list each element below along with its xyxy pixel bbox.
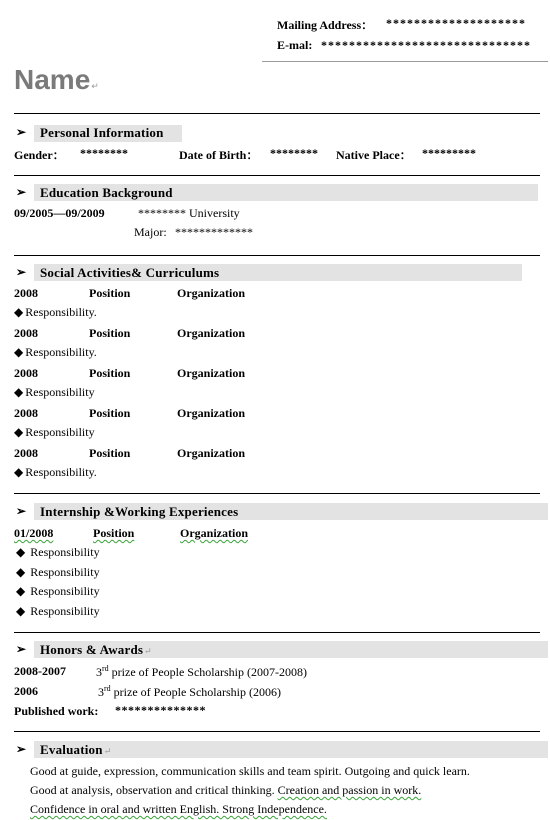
diamond-bullet-icon: ◆ bbox=[14, 305, 24, 319]
activity-responsibility: ◆ Responsibility bbox=[14, 425, 95, 439]
activity-responsibility: ◆ Responsibility. bbox=[14, 345, 97, 359]
section-title-evaluation: Evaluation↵ bbox=[40, 742, 112, 757]
arrow-icon: ➢ bbox=[16, 185, 27, 199]
diamond-bullet-icon: ◆ bbox=[16, 604, 26, 618]
activity-position: Position bbox=[89, 446, 131, 460]
internship-position: Position bbox=[93, 526, 135, 540]
honor-year: 2006 bbox=[14, 684, 38, 698]
internship-responsibility: ◆ Responsibility bbox=[16, 545, 100, 559]
evaluation-line: Good at analysis, observation and critical thinking. Creation and passion in work. bbox=[30, 783, 422, 797]
divider bbox=[14, 731, 540, 732]
evaluation-line: Good at guide, expression, communication skills and team spirit. Outgoing and quick learn. bbox=[30, 764, 470, 778]
gender-value: ******** bbox=[80, 146, 128, 160]
activity-organization: Organization bbox=[177, 286, 245, 300]
honor-year: 2008-2007 bbox=[14, 664, 66, 678]
activity-organization: Organization bbox=[177, 446, 245, 460]
divider bbox=[14, 113, 540, 114]
activity-year: 2008 bbox=[14, 446, 38, 460]
native-place-value: ********* bbox=[422, 146, 476, 160]
section-title-education: Education Background bbox=[40, 185, 173, 200]
education-period: 09/2005—09/2009 bbox=[14, 206, 105, 220]
activity-year: 2008 bbox=[14, 326, 38, 340]
mailing-address-value: ******************** bbox=[386, 16, 526, 30]
published-work-label: Published work: bbox=[14, 704, 99, 718]
gender-label: Gender： bbox=[14, 148, 65, 162]
internship-responsibility: ◆ Responsibility bbox=[16, 565, 100, 579]
evaluation-line: Confidence in oral and written English. Strong Independence. bbox=[30, 802, 327, 816]
divider bbox=[14, 175, 540, 176]
diamond-bullet-icon: ◆ bbox=[14, 345, 24, 359]
section-title-honors: Honors & Awards↵ bbox=[40, 642, 152, 657]
divider bbox=[14, 493, 540, 494]
university-name: ******** University bbox=[138, 206, 240, 220]
activity-year: 2008 bbox=[14, 366, 38, 380]
internship-organization: Organization bbox=[180, 526, 248, 540]
activity-organization: Organization bbox=[177, 366, 245, 380]
divider bbox=[14, 255, 540, 256]
section-title-social: Social Activities& Curriculums bbox=[40, 265, 220, 280]
activity-position: Position bbox=[89, 286, 131, 300]
diamond-bullet-icon: ◆ bbox=[14, 465, 24, 479]
arrow-icon: ➢ bbox=[16, 742, 27, 756]
dob-value: ******** bbox=[270, 146, 318, 160]
major-label: Major: bbox=[134, 225, 167, 239]
activity-responsibility: ◆ Responsibility. bbox=[14, 465, 97, 479]
arrow-icon: ➢ bbox=[16, 265, 27, 279]
honor-prize: 3rd prize of People Scholarship (2006) bbox=[98, 684, 281, 699]
diamond-bullet-icon: ◆ bbox=[14, 385, 24, 399]
email-label: E-mal: bbox=[277, 38, 313, 52]
native-place-label: Native Place： bbox=[336, 148, 412, 162]
activity-organization: Organization bbox=[177, 326, 245, 340]
activity-responsibility: ◆ Responsibility. bbox=[14, 305, 97, 319]
section-title-personal: Personal Information bbox=[40, 125, 164, 140]
honor-prize: 3rd prize of People Scholarship (2007-2008) bbox=[96, 664, 307, 679]
activity-year: 2008 bbox=[14, 406, 38, 420]
email-value: ****************************** bbox=[321, 38, 531, 52]
diamond-bullet-icon: ◆ bbox=[16, 545, 26, 559]
divider bbox=[14, 632, 540, 633]
candidate-name: Name↵ bbox=[14, 64, 99, 95]
internship-responsibility: ◆ Responsibility bbox=[16, 604, 100, 618]
major-value: ************* bbox=[175, 225, 253, 239]
published-work-value: ************** bbox=[115, 703, 206, 717]
activity-year: 2008 bbox=[14, 286, 38, 300]
activity-position: Position bbox=[89, 406, 131, 420]
activity-position: Position bbox=[89, 366, 131, 380]
dob-label: Date of Birth： bbox=[179, 148, 259, 162]
arrow-icon: ➢ bbox=[16, 642, 27, 656]
activity-organization: Organization bbox=[177, 406, 245, 420]
diamond-bullet-icon: ◆ bbox=[16, 565, 26, 579]
arrow-icon: ➢ bbox=[16, 504, 27, 518]
internship-date: 01/2008 bbox=[14, 526, 54, 540]
internship-responsibility: ◆ Responsibility bbox=[16, 584, 100, 598]
header-divider bbox=[262, 61, 548, 62]
section-title-internship: Internship &Working Experiences bbox=[40, 504, 239, 519]
activity-responsibility: ◆ Responsibility bbox=[14, 385, 95, 399]
diamond-bullet-icon: ◆ bbox=[14, 425, 24, 439]
mailing-address-label: Mailing Address： bbox=[277, 18, 374, 32]
diamond-bullet-icon: ◆ bbox=[16, 584, 26, 598]
arrow-icon: ➢ bbox=[16, 125, 27, 139]
activity-position: Position bbox=[89, 326, 131, 340]
